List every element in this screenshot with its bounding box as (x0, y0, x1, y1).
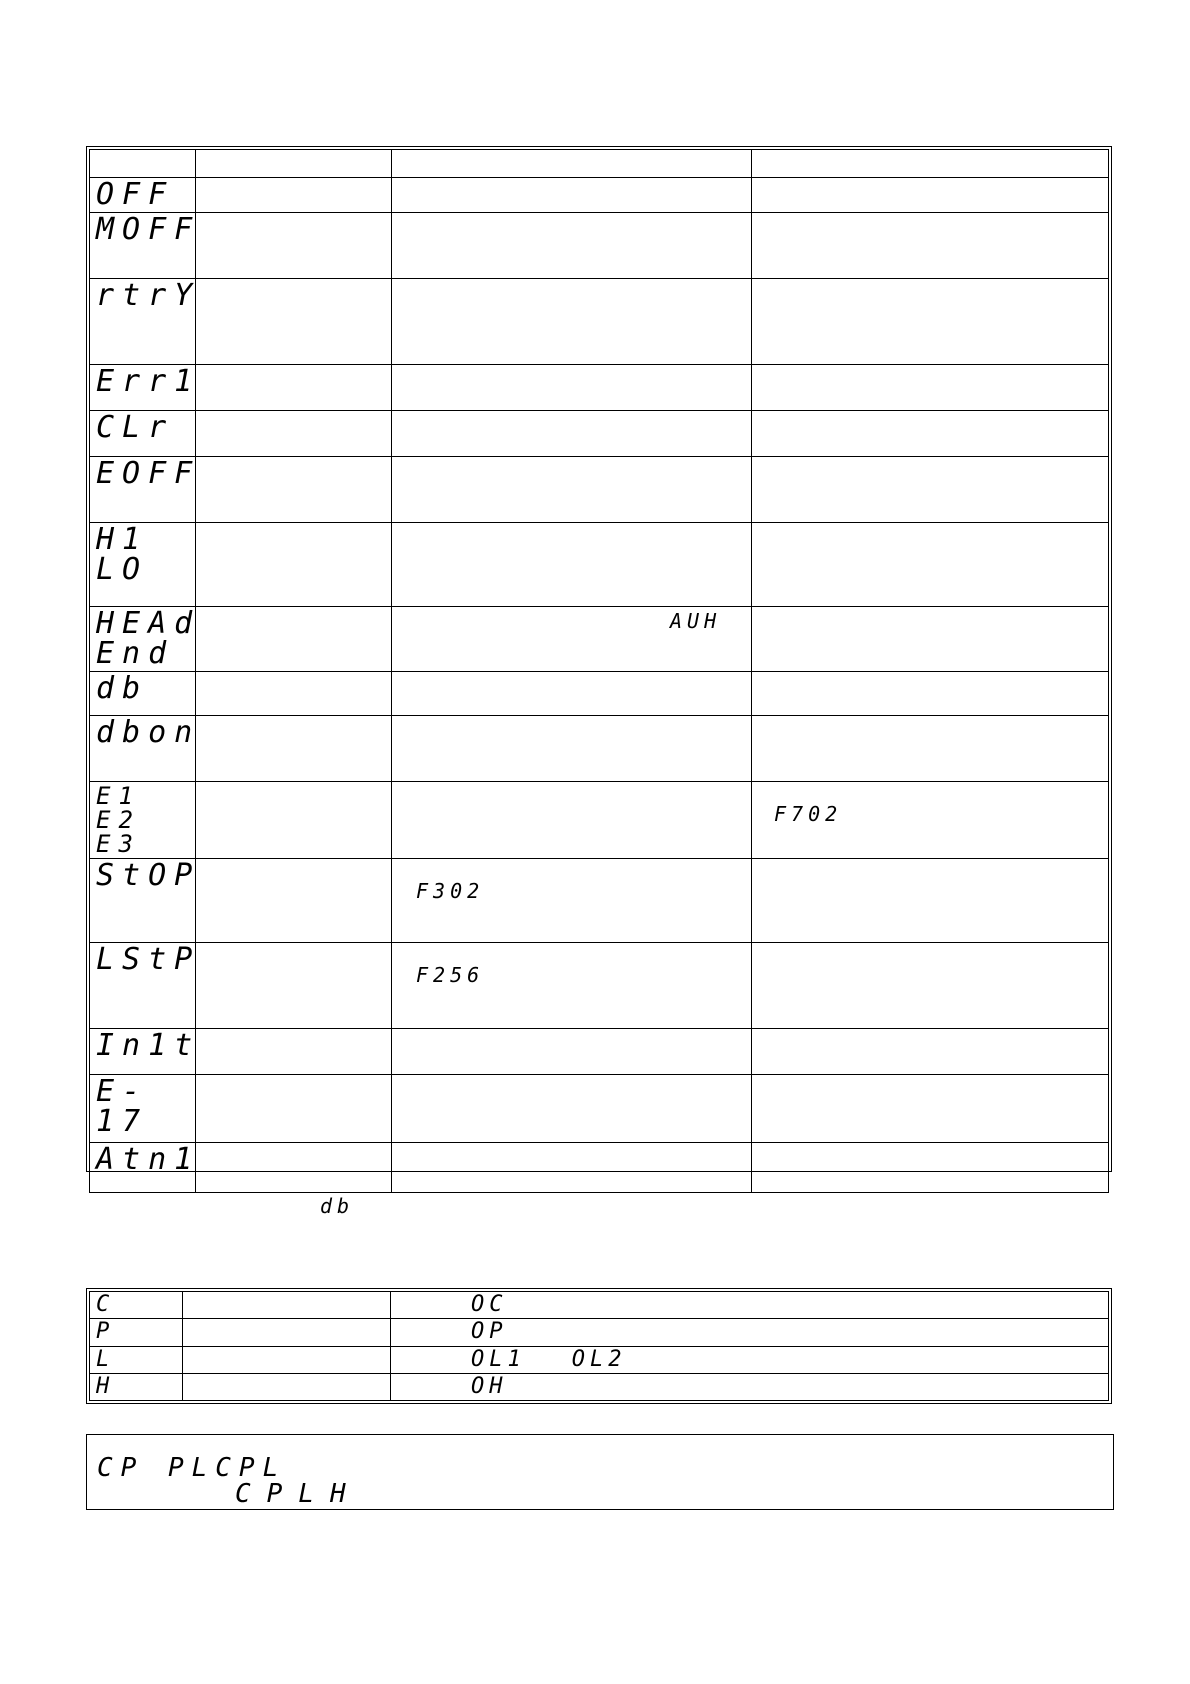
cell-content (398, 718, 745, 779)
bottom-line-1: CP PLCPL (97, 1453, 287, 1483)
cell-content (202, 1077, 385, 1140)
cell-content (758, 215, 1102, 276)
code-cell (90, 1142, 201, 1193)
cell-content (96, 278, 201, 362)
cell-content (398, 945, 745, 1026)
fault-code: OP (471, 1319, 508, 1345)
cell-content (202, 718, 385, 779)
code-cell (90, 858, 201, 943)
table-cell (392, 279, 752, 365)
table-cell (392, 607, 752, 672)
cell-content (398, 1031, 745, 1072)
table-row (90, 457, 1109, 523)
cell-content (758, 459, 1102, 520)
table-cell (752, 523, 1109, 607)
table-cell (392, 716, 752, 782)
header-cell (196, 150, 392, 178)
prefix-code: P (96, 1319, 115, 1345)
table-cell (196, 457, 392, 523)
table-row (90, 1292, 1109, 1319)
table-cell (392, 178, 752, 213)
table-cell (392, 943, 752, 1029)
table-row (90, 943, 1109, 1029)
table-cell (752, 607, 1109, 672)
table-cell (392, 411, 752, 457)
cell-content (202, 215, 385, 276)
table-cell (752, 365, 1109, 411)
cell-content (202, 413, 385, 454)
cell-content (96, 715, 201, 779)
display-code: dbon (96, 715, 201, 750)
table-row (90, 1143, 1109, 1193)
cell-content (202, 784, 385, 856)
table-row (90, 859, 1109, 943)
cell-content (202, 459, 385, 520)
table-cell (392, 457, 752, 523)
cell-content (96, 456, 201, 520)
cell-content (758, 281, 1102, 362)
display-code: MOFF (96, 212, 201, 247)
table-cell (196, 411, 392, 457)
cell-content (398, 674, 745, 713)
parameter-code: F256 (416, 963, 485, 987)
table-cell (392, 523, 752, 607)
display-code: E-17 (96, 1074, 149, 1139)
table-cell (752, 672, 1109, 716)
code-cell (90, 1028, 201, 1075)
cell-content (202, 367, 385, 408)
cell-content (96, 212, 201, 276)
code-cell (90, 672, 196, 716)
cell-content (96, 784, 189, 856)
table-cell (392, 782, 752, 859)
table-cell (752, 411, 1109, 457)
table-cell (196, 1029, 392, 1075)
cell-content (398, 525, 745, 604)
table-row (90, 607, 1109, 672)
cell-content (202, 609, 385, 669)
code-prefix-table (86, 1288, 1112, 1404)
cell-content (96, 858, 201, 940)
code-prefix-grid (89, 1291, 1109, 1401)
cell-content (202, 861, 385, 940)
cell-content (398, 459, 745, 520)
cell-content (758, 674, 1102, 713)
table-cell (752, 457, 1109, 523)
cell-content (398, 861, 745, 940)
table-cell (196, 943, 392, 1029)
bottom-line-2: CPLH (235, 1479, 362, 1509)
table-cell (196, 279, 392, 365)
display-code: In1t (96, 1028, 201, 1063)
parameter-code: F302 (416, 879, 485, 903)
table-cell (196, 1143, 392, 1193)
display-code: End (96, 636, 175, 671)
table-cell (196, 607, 392, 672)
table-cell (752, 279, 1109, 365)
table-row (90, 279, 1109, 365)
cell-content (202, 180, 385, 210)
cell-content (96, 942, 201, 1026)
table-row (90, 1075, 1109, 1143)
cell-content (758, 945, 1102, 1026)
display-code: E3 (96, 830, 141, 858)
table-cell (196, 178, 392, 213)
table-cell (392, 1075, 752, 1143)
cell-content (202, 1145, 385, 1190)
cell-content (96, 522, 189, 604)
fault-codes-cell (391, 1373, 1109, 1400)
header-cell (392, 150, 752, 178)
table-cell (183, 1373, 391, 1400)
table-row (90, 1373, 1109, 1400)
cell-content (398, 367, 745, 408)
cell-content (398, 413, 745, 454)
cell-content (758, 609, 1102, 669)
cell-content (202, 674, 385, 713)
cell-content (758, 1145, 1102, 1190)
display-code: E2 (96, 806, 141, 834)
cell-content (398, 215, 745, 276)
table-header-row (90, 150, 1109, 178)
prefix-code-cell (90, 1346, 183, 1373)
code-cell (90, 782, 196, 859)
cell-content (758, 784, 1102, 856)
fault-codes-cell (391, 1346, 1109, 1373)
table-cell (392, 365, 752, 411)
fault-code: OH (471, 1373, 508, 1399)
cell-content (758, 367, 1102, 408)
cell-content (398, 609, 745, 669)
note-code: db (320, 1194, 355, 1218)
table-cell (196, 672, 392, 716)
table-cell (752, 1143, 1109, 1193)
table-row (90, 1346, 1109, 1373)
cell-content (96, 410, 189, 454)
code-cell (90, 942, 201, 1029)
table-row (90, 672, 1109, 716)
fault-codes-cell (391, 1319, 1109, 1346)
table-cell (752, 1029, 1109, 1075)
cell-content (398, 180, 745, 210)
prefix-code: H (96, 1373, 115, 1399)
parameter-code: AUH (670, 609, 722, 633)
cell-content (202, 525, 385, 604)
table-row (90, 178, 1109, 213)
table-cell (752, 178, 1109, 213)
display-code: Err1 (96, 364, 201, 399)
table-row (90, 523, 1109, 607)
table-cell (196, 782, 392, 859)
cell-content (202, 945, 385, 1026)
display-code: CLr (96, 410, 175, 445)
table-row (90, 782, 1109, 859)
table-cell (752, 213, 1109, 279)
table-cell (392, 1143, 752, 1193)
cell-content (758, 413, 1102, 454)
fault-code: OC (471, 1292, 508, 1317)
table-cell (752, 943, 1109, 1029)
cell-content (398, 784, 745, 856)
display-code: LO (96, 552, 149, 587)
display-code: H1 (96, 522, 149, 557)
table-cell (196, 1075, 392, 1143)
table-cell (196, 523, 392, 607)
table-row (90, 1029, 1109, 1075)
code-cell (90, 212, 201, 279)
table-cell (392, 859, 752, 943)
fault-code: OL1 (471, 1346, 526, 1372)
table-cell (196, 859, 392, 943)
table-cell (392, 1029, 752, 1075)
cell-content (398, 1145, 745, 1190)
cell-content (758, 1077, 1102, 1140)
fault-code: OL2 (571, 1346, 627, 1372)
code-cell (90, 523, 196, 607)
table-cell (196, 716, 392, 782)
code-cell (90, 278, 201, 365)
table-cell (752, 782, 1109, 859)
parameter-code: F702 (774, 802, 843, 826)
code-cell (90, 1075, 196, 1143)
display-code: LStP (96, 942, 201, 977)
code-cell (90, 411, 196, 457)
cell-content (398, 1077, 745, 1140)
note-line (320, 1196, 354, 1216)
display-code: EOFF (96, 456, 201, 491)
prefix-code-cell (90, 1292, 183, 1319)
table-cell (752, 1075, 1109, 1143)
header-cell (752, 150, 1109, 178)
table-cell (196, 213, 392, 279)
cell-content (758, 525, 1102, 604)
cell-content (202, 1031, 385, 1072)
cell-content (96, 1028, 201, 1072)
cell-content (202, 281, 385, 362)
table-cell (183, 1346, 391, 1373)
cell-content (758, 718, 1102, 779)
table-cell (752, 859, 1109, 943)
display-code: StOP (96, 858, 201, 893)
table-cell (752, 716, 1109, 782)
table-row (90, 213, 1109, 279)
cell-content (758, 180, 1102, 210)
display-code: E1 (96, 782, 141, 810)
cell-content (96, 1142, 201, 1190)
cell-content (758, 1031, 1102, 1072)
code-cell (90, 364, 201, 411)
code-cell (90, 456, 201, 523)
display-code: OFF (96, 177, 175, 212)
table-row (90, 411, 1109, 457)
table-cell (183, 1319, 391, 1346)
cell-content (96, 1074, 189, 1140)
prefix-code-cell (90, 1319, 183, 1346)
table-row (90, 365, 1109, 411)
prefix-code: C (96, 1292, 115, 1317)
cell-content (96, 671, 189, 713)
cell-content (96, 606, 201, 671)
prefix-code-cell (90, 1373, 183, 1400)
cell-content (96, 364, 201, 408)
cell-content (398, 281, 745, 362)
fault-codes-cell (391, 1292, 1109, 1319)
status-code-grid (89, 149, 1109, 1193)
display-code: HEAd (96, 606, 201, 641)
cell-content (96, 177, 189, 212)
status-code-table (86, 146, 1112, 1177)
code-cell (90, 606, 201, 672)
header-cell (90, 150, 196, 178)
table-row (90, 716, 1109, 782)
code-cell (90, 715, 201, 782)
display-code: Atn1 (96, 1142, 201, 1177)
cell-content (758, 861, 1102, 940)
table-cell (183, 1292, 391, 1319)
code-cell (90, 178, 196, 213)
display-code: db (96, 671, 149, 706)
prefix-code: L (96, 1346, 115, 1372)
display-code: rtrY (96, 278, 201, 313)
table-cell (196, 365, 392, 411)
table-cell (392, 672, 752, 716)
table-row (90, 1319, 1109, 1346)
table-cell (392, 213, 752, 279)
bottom-note-box (86, 1434, 1114, 1510)
